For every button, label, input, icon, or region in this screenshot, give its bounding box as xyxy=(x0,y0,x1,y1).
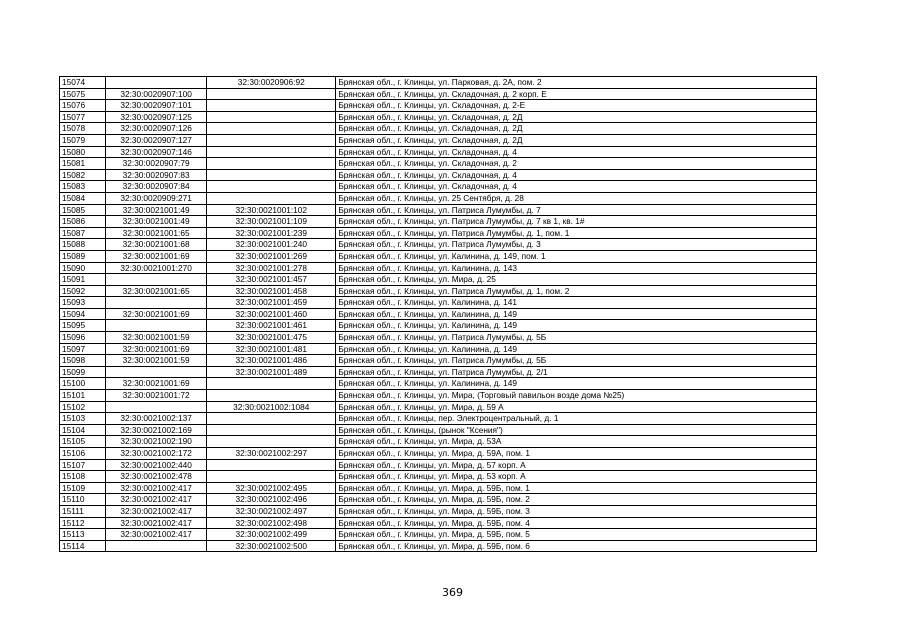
address-cell: Брянская обл., г. Клинцы, ул. Складочная, д. 4 xyxy=(336,181,817,193)
address-cell: Брянская обл., г. Клинцы, ул. Мира, д. 59Б, пом. 1 xyxy=(336,482,817,494)
building-cadastral-number-cell: 32:30:0021001:239 xyxy=(207,227,336,239)
table-row xyxy=(60,88,817,100)
land-cadastral-number-cell: 32:30:0021002:417 xyxy=(106,529,207,541)
building-cadastral-number-cell: 32:30:0021001:458 xyxy=(207,285,336,297)
table-row xyxy=(60,320,817,332)
row-number-cell: 15076 xyxy=(60,100,106,112)
address-cell: Брянская обл., г. Клинцы, ул. Патриса Лумумбы, д. 5Б xyxy=(336,355,817,367)
land-cadastral-number-cell xyxy=(106,320,207,332)
row-number-cell: 15077 xyxy=(60,111,106,123)
table-row xyxy=(60,111,817,123)
address-cell: Брянская обл., г. Клинцы, пер. Электроцентральный, д. 1 xyxy=(336,413,817,425)
building-cadastral-number-cell xyxy=(207,158,336,170)
address-cell: Брянская обл., г. Клинцы, ул. Калинина, д. 141 xyxy=(336,297,817,309)
building-cadastral-number-cell xyxy=(207,459,336,471)
address-cell: Брянская обл., г. Клинцы, ул. Калинина, д. 149 xyxy=(336,308,817,320)
row-number-cell: 15096 xyxy=(60,332,106,344)
building-cadastral-number-cell xyxy=(207,134,336,146)
land-cadastral-number-cell: 32:30:0021002:440 xyxy=(106,459,207,471)
land-cadastral-number-cell: 32:30:0021001:72 xyxy=(106,390,207,402)
row-number-cell: 15113 xyxy=(60,529,106,541)
building-cadastral-number-cell: 32:30:0021002:496 xyxy=(207,494,336,506)
land-cadastral-number-cell: 32:30:0020907:146 xyxy=(106,146,207,158)
address-cell: Брянская обл., г. Клинцы, ул. Складочная, д. 2 корп. Е xyxy=(336,88,817,100)
land-cadastral-number-cell: 32:30:0021001:69 xyxy=(106,308,207,320)
land-cadastral-number-cell: 32:30:0021001:68 xyxy=(106,239,207,251)
table-row xyxy=(60,297,817,309)
row-number-cell: 15104 xyxy=(60,424,106,436)
row-number-cell: 15074 xyxy=(60,77,106,89)
address-cell: Брянская обл., г. Клинцы, ул. Патриса Лумумбы, д. 2/1 xyxy=(336,366,817,378)
row-number-cell: 15093 xyxy=(60,297,106,309)
address-cell: Брянская обл., г. Клинцы, ул. Мира, д. 57 корп. А xyxy=(336,459,817,471)
land-cadastral-number-cell xyxy=(106,366,207,378)
table-row xyxy=(60,529,817,541)
row-number-cell: 15078 xyxy=(60,123,106,135)
land-cadastral-number-cell: 32:30:0021002:417 xyxy=(106,494,207,506)
building-cadastral-number-cell: 32:30:0020906:92 xyxy=(207,77,336,89)
building-cadastral-number-cell: 32:30:0021001:102 xyxy=(207,204,336,216)
building-cadastral-number-cell: 32:30:0021001:461 xyxy=(207,320,336,332)
building-cadastral-number-cell: 32:30:0021002:1084 xyxy=(207,401,336,413)
row-number-cell: 15098 xyxy=(60,355,106,367)
table-row xyxy=(60,471,817,483)
row-number-cell: 15075 xyxy=(60,88,106,100)
land-cadastral-number-cell xyxy=(106,540,207,552)
address-cell: Брянская обл., г. Клинцы, ул. Складочная, д. 4 xyxy=(336,146,817,158)
land-cadastral-number-cell: 32:30:0021002:417 xyxy=(106,517,207,529)
building-cadastral-number-cell xyxy=(207,436,336,448)
table-row xyxy=(60,169,817,181)
land-cadastral-number-cell: 32:30:0020907:126 xyxy=(106,123,207,135)
row-number-cell: 15092 xyxy=(60,285,106,297)
table-row xyxy=(60,204,817,216)
row-number-cell: 15086 xyxy=(60,216,106,228)
building-cadastral-number-cell: 32:30:0021001:278 xyxy=(207,262,336,274)
table-row xyxy=(60,390,817,402)
land-cadastral-number-cell: 32:30:0021002:417 xyxy=(106,505,207,517)
address-cell: Брянская обл., г. Клинцы, ул. Патриса Лумумбы, д. 7 кв 1, кв. 1# xyxy=(336,216,817,228)
table-row xyxy=(60,239,817,251)
address-cell: Брянская обл., г. Клинцы, ул. Мира, д. 25 xyxy=(336,274,817,286)
address-cell: Брянская обл., г. Клинцы, ул. Парковая, д. 2А, пом. 2 xyxy=(336,77,817,89)
land-cadastral-number-cell: 32:30:0020907:127 xyxy=(106,134,207,146)
row-number-cell: 15107 xyxy=(60,459,106,471)
address-cell: Брянская обл., г. Клинцы, ул. Мира, д. 59А, пом. 1 xyxy=(336,448,817,460)
row-number-cell: 15110 xyxy=(60,494,106,506)
address-cell: Брянская обл., г. Клинцы, ул. Патриса Лумумбы, д. 5Б xyxy=(336,332,817,344)
table-row xyxy=(60,424,817,436)
building-cadastral-number-cell: 32:30:0021001:486 xyxy=(207,355,336,367)
table-row xyxy=(60,216,817,228)
land-cadastral-number-cell: 32:30:0021001:65 xyxy=(106,285,207,297)
land-cadastral-number-cell: 32:30:0021001:49 xyxy=(106,204,207,216)
property-registry-table xyxy=(59,76,817,552)
address-cell: Брянская обл., г. Клинцы, ул. Патриса Лумумбы, д. 7 xyxy=(336,204,817,216)
building-cadastral-number-cell: 32:30:0021002:497 xyxy=(207,505,336,517)
table-row xyxy=(60,158,817,170)
row-number-cell: 15108 xyxy=(60,471,106,483)
land-cadastral-number-cell: 32:30:0020907:100 xyxy=(106,88,207,100)
table-row xyxy=(60,285,817,297)
address-cell: Брянская обл., г. Клинцы, ул. Мира, д. 59Б, пом. 6 xyxy=(336,540,817,552)
land-cadastral-number-cell: 32:30:0021001:69 xyxy=(106,250,207,262)
address-cell: Брянская обл., г. Клинцы, ул. Складочная, д. 2Д xyxy=(336,111,817,123)
table-row xyxy=(60,181,817,193)
table-row xyxy=(60,146,817,158)
table-row xyxy=(60,262,817,274)
land-cadastral-number-cell: 32:30:0021001:49 xyxy=(106,216,207,228)
land-cadastral-number-cell: 32:30:0021001:270 xyxy=(106,262,207,274)
land-cadastral-number-cell: 32:30:0021002:478 xyxy=(106,471,207,483)
row-number-cell: 15097 xyxy=(60,343,106,355)
building-cadastral-number-cell: 32:30:0021002:495 xyxy=(207,482,336,494)
table-row xyxy=(60,505,817,517)
land-cadastral-number-cell: 32:30:0021001:69 xyxy=(106,343,207,355)
address-cell: Брянская обл., г. Клинцы, ул. Складочная, д. 2Д xyxy=(336,123,817,135)
land-cadastral-number-cell: 32:30:0021002:190 xyxy=(106,436,207,448)
land-cadastral-number-cell: 32:30:0021002:169 xyxy=(106,424,207,436)
land-cadastral-number-cell xyxy=(106,274,207,286)
building-cadastral-number-cell: 32:30:0021001:269 xyxy=(207,250,336,262)
table-row xyxy=(60,448,817,460)
building-cadastral-number-cell: 32:30:0021002:500 xyxy=(207,540,336,552)
building-cadastral-number-cell xyxy=(207,471,336,483)
address-cell: Брянская обл., г. Клинцы, ул. Мира, д. 59 А xyxy=(336,401,817,413)
building-cadastral-number-cell: 32:30:0021002:297 xyxy=(207,448,336,460)
registry-table-body xyxy=(60,77,817,552)
building-cadastral-number-cell xyxy=(207,123,336,135)
building-cadastral-number-cell: 32:30:0021002:498 xyxy=(207,517,336,529)
land-cadastral-number-cell: 32:30:0021001:69 xyxy=(106,378,207,390)
table-row xyxy=(60,227,817,239)
address-cell: Брянская обл., г. Клинцы, ул. Мира, д. 59Б, пом. 5 xyxy=(336,529,817,541)
land-cadastral-number-cell: 32:30:0021001:59 xyxy=(106,355,207,367)
land-cadastral-number-cell xyxy=(106,77,207,89)
table-row xyxy=(60,355,817,367)
building-cadastral-number-cell xyxy=(207,100,336,112)
address-cell: Брянская обл., г. Клинцы, ул. Калинина, д. 149 xyxy=(336,343,817,355)
land-cadastral-number-cell xyxy=(106,401,207,413)
row-number-cell: 15112 xyxy=(60,517,106,529)
land-cadastral-number-cell: 32:30:0021002:137 xyxy=(106,413,207,425)
row-number-cell: 15114 xyxy=(60,540,106,552)
table-row xyxy=(60,192,817,204)
row-number-cell: 15100 xyxy=(60,378,106,390)
building-cadastral-number-cell xyxy=(207,413,336,425)
address-cell: Брянская обл., г. Клинцы, ул. 25 Сентября, д. 28 xyxy=(336,192,817,204)
row-number-cell: 15079 xyxy=(60,134,106,146)
land-cadastral-number-cell: 32:30:0021002:172 xyxy=(106,448,207,460)
row-number-cell: 15084 xyxy=(60,192,106,204)
building-cadastral-number-cell: 32:30:0021001:460 xyxy=(207,308,336,320)
address-cell: Брянская обл., г. Клинцы, ул. Мира, д. 53А xyxy=(336,436,817,448)
building-cadastral-number-cell: 32:30:0021002:499 xyxy=(207,529,336,541)
address-cell: Брянская обл., г. Клинцы, ул. Калинина, д. 143 xyxy=(336,262,817,274)
building-cadastral-number-cell xyxy=(207,424,336,436)
table-row xyxy=(60,436,817,448)
table-row xyxy=(60,332,817,344)
land-cadastral-number-cell: 32:30:0021002:417 xyxy=(106,482,207,494)
row-number-cell: 15088 xyxy=(60,239,106,251)
table-row xyxy=(60,123,817,135)
land-cadastral-number-cell: 32:30:0020907:83 xyxy=(106,169,207,181)
table-row xyxy=(60,100,817,112)
row-number-cell: 15085 xyxy=(60,204,106,216)
address-cell: Брянская обл., г. Клинцы, ул. Мира, д. 59Б, пом. 2 xyxy=(336,494,817,506)
land-cadastral-number-cell: 32:30:0020907:79 xyxy=(106,158,207,170)
table-row xyxy=(60,459,817,471)
building-cadastral-number-cell: 32:30:0021001:475 xyxy=(207,332,336,344)
address-cell: Брянская обл., г. Клинцы, ул. Мира, (Торговый павильон возде дома №25) xyxy=(336,390,817,402)
row-number-cell: 15080 xyxy=(60,146,106,158)
building-cadastral-number-cell xyxy=(207,378,336,390)
table-row xyxy=(60,308,817,320)
building-cadastral-number-cell: 32:30:0021001:457 xyxy=(207,274,336,286)
table-row xyxy=(60,413,817,425)
table-row xyxy=(60,540,817,552)
table-row xyxy=(60,366,817,378)
building-cadastral-number-cell: 32:30:0021001:240 xyxy=(207,239,336,251)
address-cell: Брянская обл., г. Клинцы, ул. Складочная, д. 4 xyxy=(336,169,817,181)
row-number-cell: 15089 xyxy=(60,250,106,262)
building-cadastral-number-cell xyxy=(207,192,336,204)
address-cell: Брянская обл., г. Клинцы, ул. Калинина, д. 149 xyxy=(336,320,817,332)
row-number-cell: 15095 xyxy=(60,320,106,332)
table-row xyxy=(60,378,817,390)
land-cadastral-number-cell: 32:30:0020907:84 xyxy=(106,181,207,193)
building-cadastral-number-cell xyxy=(207,146,336,158)
row-number-cell: 15103 xyxy=(60,413,106,425)
page-number: 369 xyxy=(442,586,463,599)
building-cadastral-number-cell xyxy=(207,88,336,100)
row-number-cell: 15083 xyxy=(60,181,106,193)
row-number-cell: 15087 xyxy=(60,227,106,239)
table-row xyxy=(60,274,817,286)
table-row xyxy=(60,250,817,262)
address-cell: Брянская обл., г. Клинцы, (рынок "Ксения") xyxy=(336,424,817,436)
table-row xyxy=(60,77,817,89)
address-cell: Брянская обл., г. Клинцы, ул. Складочная, д. 2 xyxy=(336,158,817,170)
row-number-cell: 15106 xyxy=(60,448,106,460)
land-cadastral-number-cell: 32:30:0020909:271 xyxy=(106,192,207,204)
row-number-cell: 15081 xyxy=(60,158,106,170)
building-cadastral-number-cell xyxy=(207,181,336,193)
row-number-cell: 15102 xyxy=(60,401,106,413)
address-cell: Брянская обл., г. Клинцы, ул. Мира, д. 59Б, пом. 4 xyxy=(336,517,817,529)
land-cadastral-number-cell xyxy=(106,297,207,309)
row-number-cell: 15099 xyxy=(60,366,106,378)
building-cadastral-number-cell xyxy=(207,390,336,402)
land-cadastral-number-cell: 32:30:0020907:125 xyxy=(106,111,207,123)
address-cell: Брянская обл., г. Клинцы, ул. Складочная, д. 2Д xyxy=(336,134,817,146)
address-cell: Брянская обл., г. Клинцы, ул. Калинина, д. 149, пом. 1 xyxy=(336,250,817,262)
building-cadastral-number-cell: 32:30:0021001:109 xyxy=(207,216,336,228)
building-cadastral-number-cell: 32:30:0021001:489 xyxy=(207,366,336,378)
row-number-cell: 15101 xyxy=(60,390,106,402)
land-cadastral-number-cell: 32:30:0020907:101 xyxy=(106,100,207,112)
row-number-cell: 15090 xyxy=(60,262,106,274)
row-number-cell: 15094 xyxy=(60,308,106,320)
row-number-cell: 15105 xyxy=(60,436,106,448)
address-cell: Брянская обл., г. Клинцы, ул. Мира, д. 59Б, пом. 3 xyxy=(336,505,817,517)
table-row xyxy=(60,343,817,355)
address-cell: Брянская обл., г. Клинцы, ул. Патриса Лумумбы, д. 3 xyxy=(336,239,817,251)
table-row xyxy=(60,401,817,413)
row-number-cell: 15109 xyxy=(60,482,106,494)
row-number-cell: 15111 xyxy=(60,505,106,517)
table-row xyxy=(60,494,817,506)
building-cadastral-number-cell xyxy=(207,169,336,181)
land-cadastral-number-cell: 32:30:0021001:59 xyxy=(106,332,207,344)
address-cell: Брянская обл., г. Клинцы, ул. Мира, д. 53 корп. А xyxy=(336,471,817,483)
table-row xyxy=(60,517,817,529)
address-cell: Брянская обл., г. Клинцы, ул. Калинина, д. 149 xyxy=(336,378,817,390)
land-cadastral-number-cell: 32:30:0021001:65 xyxy=(106,227,207,239)
address-cell: Брянская обл., г. Клинцы, ул. Складочная, д. 2-Е xyxy=(336,100,817,112)
building-cadastral-number-cell: 32:30:0021001:459 xyxy=(207,297,336,309)
building-cadastral-number-cell: 32:30:0021001:481 xyxy=(207,343,336,355)
table-row xyxy=(60,482,817,494)
table-row xyxy=(60,134,817,146)
row-number-cell: 15082 xyxy=(60,169,106,181)
address-cell: Брянская обл., г. Клинцы, ул. Патриса Лумумбы, д. 1, пом. 1 xyxy=(336,227,817,239)
building-cadastral-number-cell xyxy=(207,111,336,123)
row-number-cell: 15091 xyxy=(60,274,106,286)
address-cell: Брянская обл., г. Клинцы, ул. Патриса Лумумбы, д. 1, пом. 2 xyxy=(336,285,817,297)
